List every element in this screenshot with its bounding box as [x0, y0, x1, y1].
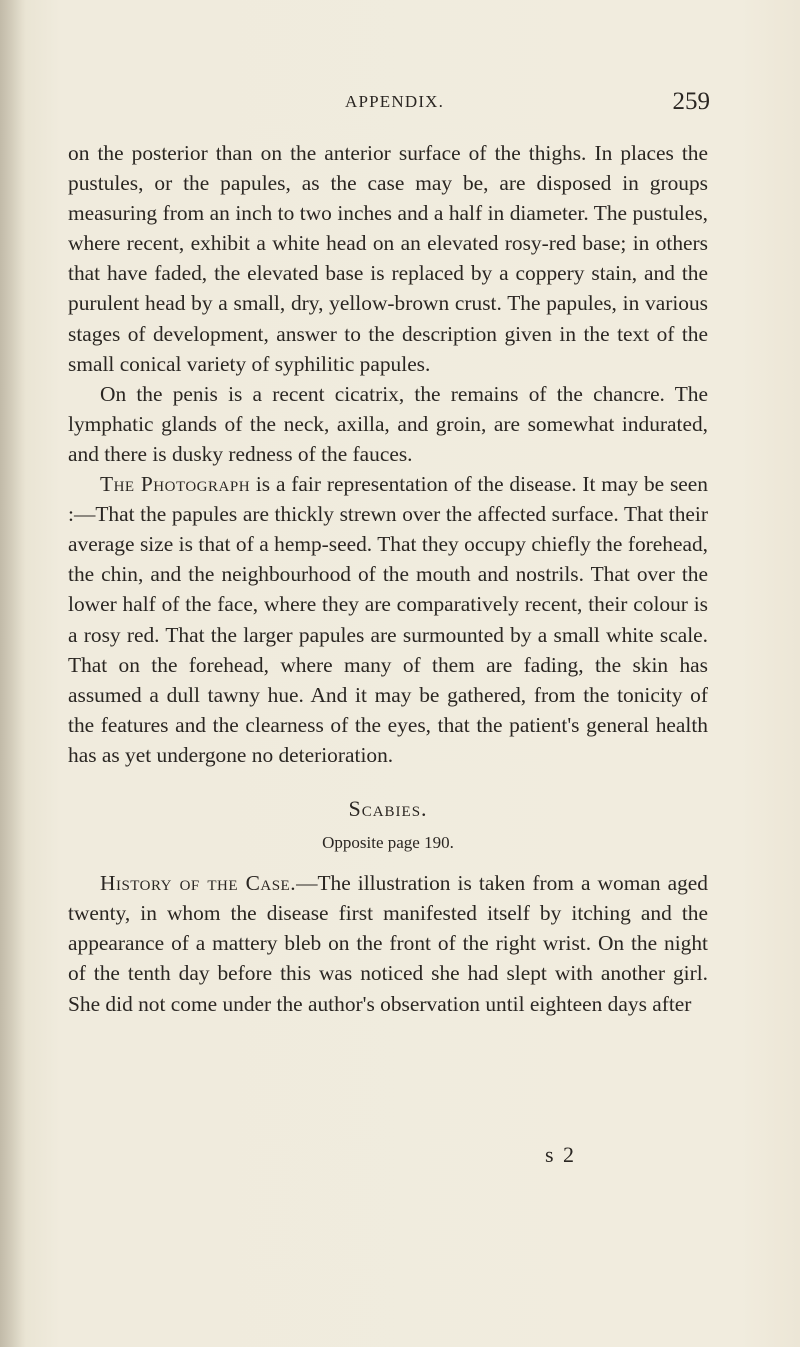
photograph-text: is a fair representation of the disease. It may be seen :—That the papules are thickly strewn over the affected surface. That their average size is that of a hemp-seed. That they occupy chiefly the forehead, the chin, and the neighbourhood of the mouth and nostrils. That over the lower half of the face, where they are comparatively recent, their colour is a rosy red. That the larger papules are surmounted by a small white scale. That on the forehead, where many of them are fading, the skin has assumed a dull tawny hue. And it may be gathered, from the tonicity of the features and the clearness of the eyes, that the patient's general health has as yet undergone no deterioration. — [68, 472, 708, 767]
paragraph-history — [68, 868, 708, 1018]
page-number: 259 — [672, 88, 710, 115]
paragraph-penis-cicatrix: On the penis is a recent cicatrix, the remains of the chancre. The lymphatic glands of the neck, axilla, and groin, are somewhat indurated, and there is dusky redness of the fauces. — [68, 381, 708, 466]
gutter-shadow — [0, 0, 26, 1347]
running-title: APPENDIX. — [345, 92, 445, 111]
section-subheading: Opposite page 190. — [322, 833, 454, 853]
body-text — [68, 138, 708, 1019]
signature-mark: s 2 — [545, 1142, 577, 1167]
photograph-lead: The Photograph — [100, 472, 251, 497]
paragraph-continuation: on the posterior than on the anterior surface of the thighs. In places the pustules, or the papules, as the case may be, are disposed in groups measuring from an inch to two inches and a half in diameter. The pustules, where recent, exhibit a white head on an elevated rosy-red base; in others that have faded, the elevated base is replaced by a coppery stain, and the purulent head by a small, dry, yellow-brown crust. The papules, in various stages of development, answer to the description given in the text of the small conical variety of syphilitic papules. — [68, 141, 708, 376]
history-text: —The illustration is taken from a woman aged twenty, in whom the disease first manifested itself by itching and the appearance of a mattery bleb on the front of the right wrist. On the night of the tenth day before this was noticed she had slept with another girl. She did not come under the author's observation until eighteen days after — [68, 871, 708, 1016]
paragraph-photograph — [68, 469, 708, 770]
history-lead: History of the Case. — [100, 871, 297, 896]
section-heading: Scabies. — [348, 795, 428, 821]
running-head — [60, 88, 710, 118]
